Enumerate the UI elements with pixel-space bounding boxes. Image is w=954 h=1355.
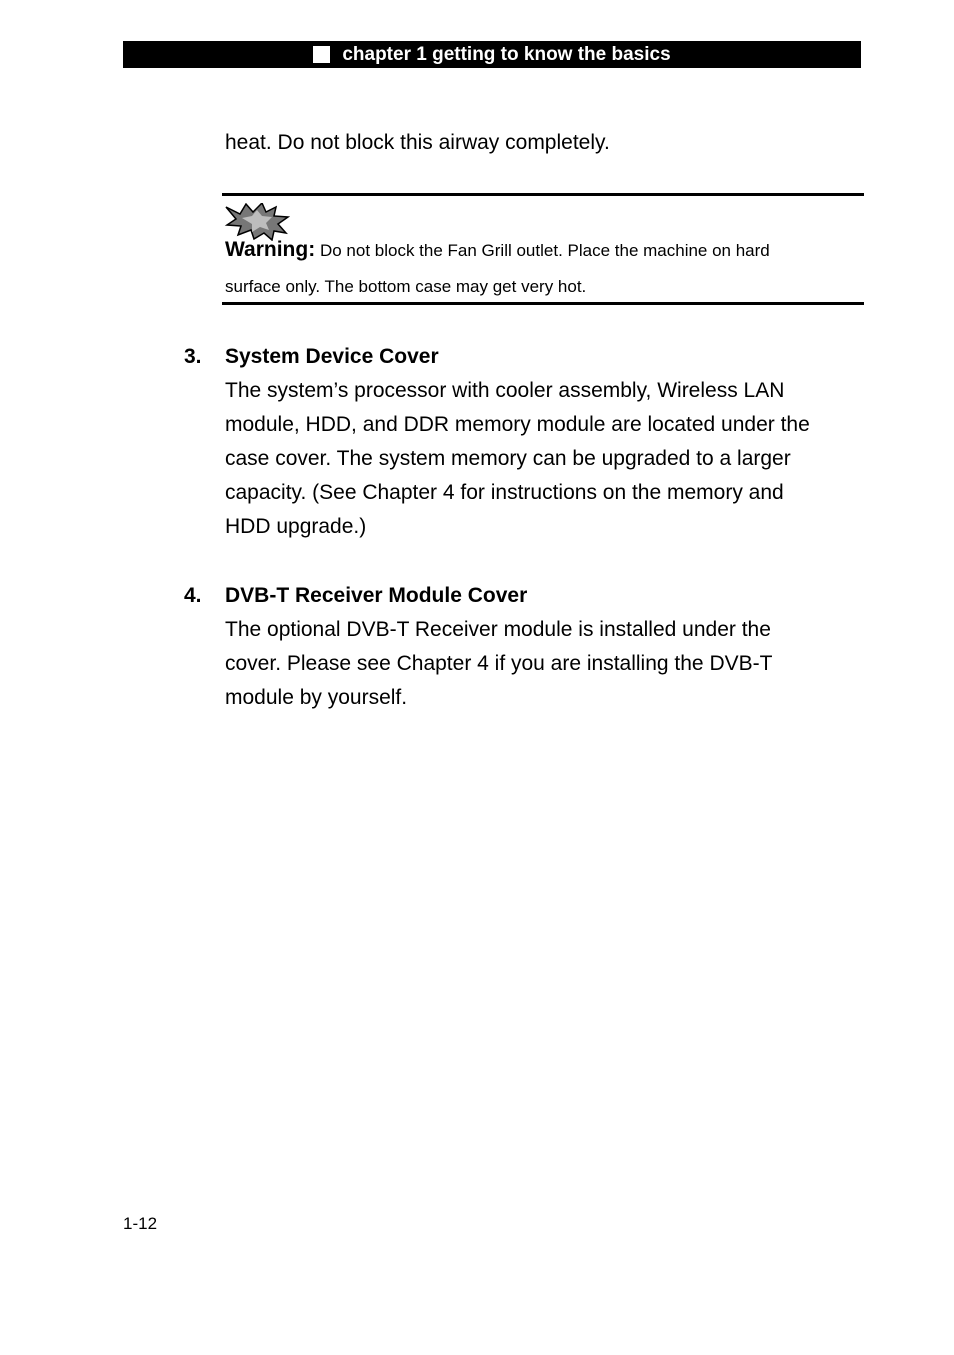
warning-line-2: surface only. The bottom case may get very hot. [225, 277, 587, 296]
warning-text-1: Do not block the Fan Grill outlet. Place the machine on hard [319, 241, 770, 260]
page-number: 1-12 [123, 1214, 158, 1233]
body-line: capacity. (See Chapter 4 for instructions on the memory and [225, 481, 784, 504]
body-line: The optional DVB-T Receiver module is installed under the [225, 618, 771, 641]
section-number: 3. [184, 345, 202, 368]
body-line: The system’s processor with cooler assembly, Wireless LAN [225, 379, 785, 402]
section-number: 4. [184, 584, 202, 607]
warning-line-1 [225, 238, 770, 262]
section-title: DVB-T Receiver Module Cover [225, 584, 528, 607]
chapter-header [123, 41, 861, 68]
intro-paragraph: heat. Do not block this airway completely. [225, 131, 610, 154]
section-body [225, 374, 810, 544]
section-title: System Device Cover [225, 345, 439, 368]
warning-label: Warning: [225, 238, 316, 261]
body-line: case cover. The system memory can be upgraded to a larger [225, 447, 791, 470]
body-line: module, HDD, and DDR memory module are located under the [225, 413, 810, 436]
warning-box [222, 193, 864, 305]
warning-burst-icon [224, 203, 290, 241]
chapter-title: chapter 1 getting to know the basics [342, 43, 671, 65]
section-body [225, 613, 772, 715]
body-line: module by yourself. [225, 686, 408, 709]
body-line: cover. Please see Chapter 4 if you are installing the DVB-T [225, 652, 773, 675]
body-line: HDD upgrade.) [225, 515, 367, 538]
header-square-icon [313, 46, 330, 63]
